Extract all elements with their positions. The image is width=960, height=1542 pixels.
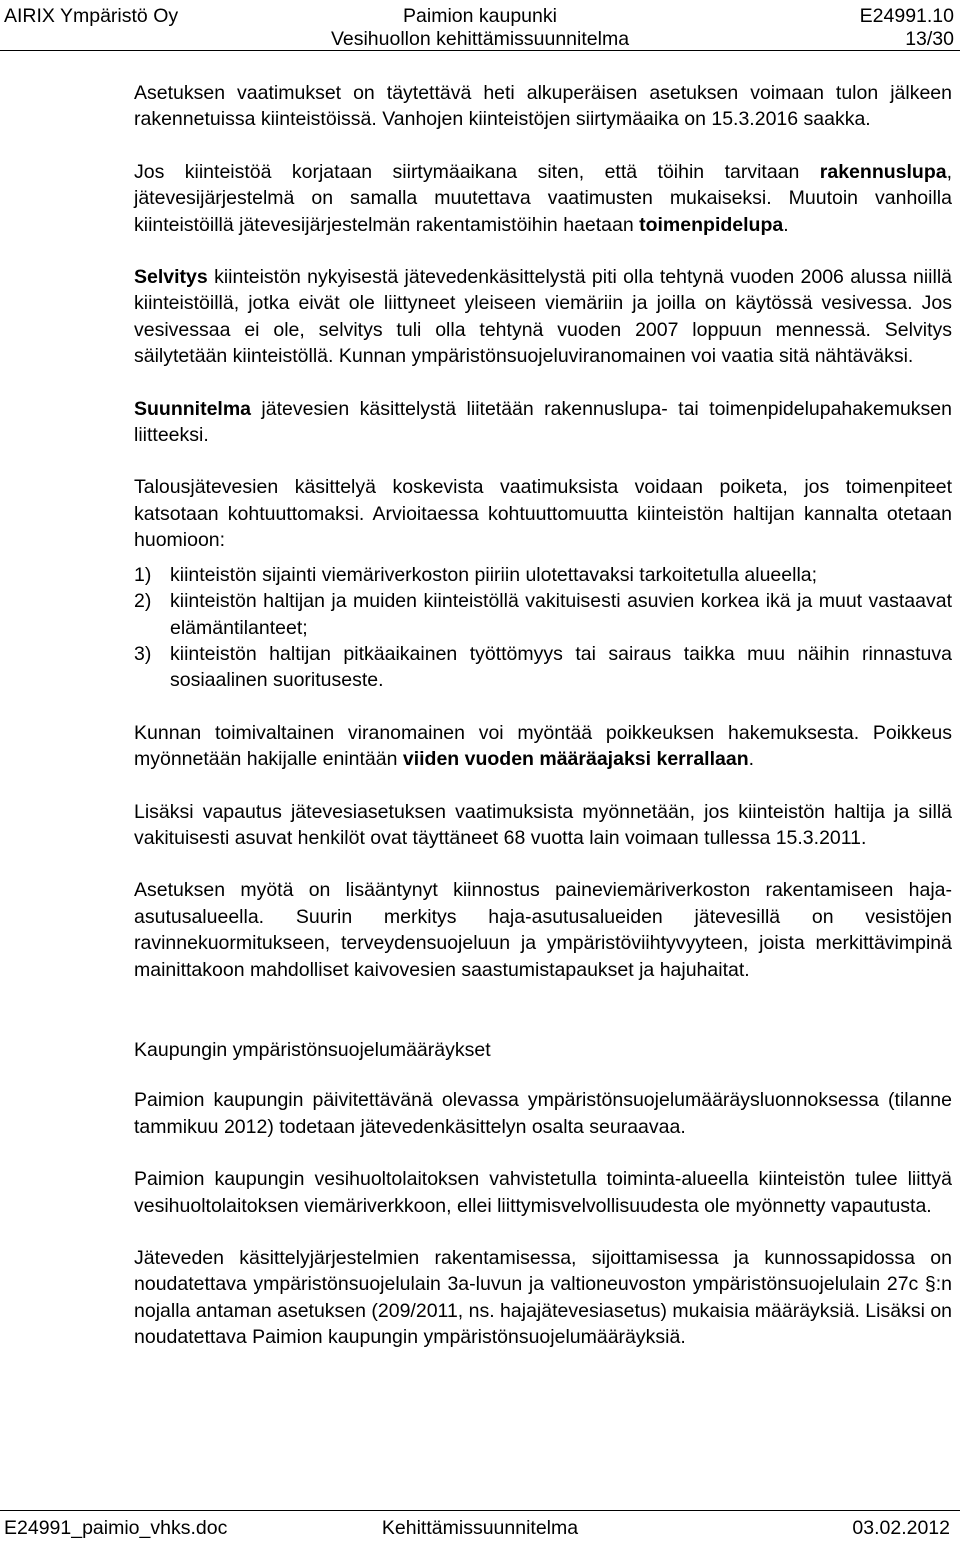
text-segment: kiinteistön nykyisestä jätevedenkäsittelystä piti olla tehtynä vuoden 2006 alussa niillä kiinteistöillä, jotka eivät ole liittyneet yleiseen viemäriin ja joilla on käytössä vesivessa. Jos vesivessaa ei ole, selvitys tuli olla tehtynä vuoden 2007 loppuun mennessä. Selvitys säilytetään kiinteistöllä. Kunnan ympäristönsuojeluviranomainen voi vaatia sitä nähtäväksi.: [134, 266, 952, 368]
paragraph-survey: [134, 264, 952, 370]
text-segment: Jos kiinteistöä korjataan siirtymäaikana siten, että töihin tarvitaan: [134, 160, 820, 183]
list-text: kiinteistön haltijan pitkäaikainen työttömyys tai sairaus taikka muu näihin rinnastuva sosiaalinen suorituseste.: [170, 642, 952, 692]
bold-plan: Suunnitelma: [134, 397, 252, 420]
text-segment: Kunnan toimivaltainen viranomainen voi myöntää poikkeuksen hakemuksesta. Poikkeus myönnetään hakijalle enintään: [134, 721, 952, 771]
paragraph-age-exemption: Lisäksi vapautus jätevesiasetuksen vaatimuksista myönnetään, jos kiinteistön haltija ja sillä vakituisesti asuvat henkilöt ovat täyttäneet 68 vuotta lain voimaan tullessa 15.3.2011.: [134, 800, 952, 849]
list-item: [134, 588, 952, 641]
paragraph-renovation: [134, 159, 952, 238]
paragraph-exemption-intro: Talousjätevesien käsittelyä koskevista vaatimuksista voidaan poiketa, jos toimenpiteet katsotaan kohtuuttomaksi. Arvioitaessa kohtuuttomuutta kiinteistön haltijan kannalta otetaan huomioon:: [134, 476, 952, 552]
text-segment: , jätevesijärjestelmä on samalla muutettava vaatimusten mukaiseksi. Muutoin vanhoilla kiinteistöillä jätevesijärjestelmän rakentamistöihin haetaan: [134, 160, 952, 236]
footer-filename: E24991_paimio_vhks.doc: [4, 1517, 228, 1539]
paragraph-transition: Asetuksen vaatimukset on täytettävä heti alkuperäisen asetuksen voimaan tulon jälkeen rakennetuissa kiinteistöissä. Vanhojen kiinteistöjen siirtymäaika on 15.3.2016 saakka.: [134, 82, 952, 131]
list-number: 1): [134, 563, 152, 586]
page-footer: [0, 1510, 960, 1542]
page-header: [0, 0, 960, 51]
bold-survey: Selvitys: [134, 266, 208, 289]
paragraph-construction-rules: Jäteveden käsittelyjärjestelmien rakentamisessa, sijoittamisessa ja kunnossapidossa on noudatettava ympäristönsuojelulain 3a-luvun ja valtioneuvoston ympäristönsuojelulain 27c §:n nojalla antaman asetuksen (209/2011, ns. hajajätevesiasetus) mukaisia määräyksiä. Lisäksi on noudatettava Paimion kaupungin ympäristönsuojelumääräyksiä.: [134, 1247, 953, 1349]
text-segment: .: [783, 213, 789, 236]
text-segment: .: [748, 748, 755, 771]
document-body: [134, 80, 952, 1377]
bold-five-year-term: viiden vuoden määräajaksi kerrallaan: [402, 748, 749, 771]
bold-action-permit: toimenpidelupa: [639, 213, 784, 236]
list-item: [134, 562, 952, 588]
section-heading: Kaupungin ympäristönsuojelumääräykset: [134, 1038, 491, 1061]
footer-doc-type: Kehittämissuunnitelma: [381, 1517, 579, 1539]
header-client: Paimion kaupunki: [403, 5, 557, 27]
list-number: 2): [134, 590, 152, 613]
header-company: AIRIX Ympäristö Oy: [4, 5, 179, 27]
footer-date: 03.02.2012: [852, 1517, 950, 1539]
list-text: kiinteistön haltijan ja muiden kiinteistöllä vakituisesti asuvien korkea ikä ja muut vastaavat elämäntilanteet;: [170, 590, 952, 639]
paragraph-pressure-sewer: Asetuksen myötä on lisääntynyt kiinnostus paineviemäriverkoston rakentamiseen haja-asutusalueella. Suurin merkitys haja-asutusalueiden jätevesillä on vesistöjen ravinnekuormitukseen, terveydensuojeluun ja ympäristöviihtyvyyteen, joista merkittävimpinä mainittakoon mahdolliset kaivovesien saastumistapaukset ja hajuhaitat.: [134, 879, 952, 981]
paragraph-authority: [134, 720, 952, 773]
exemption-criteria-list: [134, 562, 952, 694]
list-text: kiinteistön sijainti viemäriverkoston piiriin ulotettavaksi tarkoitetulla alueella;: [170, 563, 818, 586]
text-segment: jätevesien käsittelystä liitetään rakennuslupa- tai toimenpidelupahakemuksen liitteeksi.: [134, 397, 952, 447]
bold-building-permit: rakennuslupa: [819, 160, 947, 183]
list-number: 3): [134, 642, 152, 665]
header-project-code: E24991.10: [859, 5, 954, 27]
paragraph-plan: [134, 396, 952, 449]
header-document-title: Vesihuollon kehittämissuunnitelma: [330, 28, 630, 50]
paragraph-draft-regulations: Paimion kaupungin päivitettävänä olevassa ympäristönsuojelumääräysluonnoksessa (tilanne tammikuu 2012) todetaan jätevedenkäsittelyn osalta seuraavaa.: [134, 1089, 952, 1138]
paragraph-connection-duty: Paimion kaupungin vesihuoltolaitoksen vahvistetulla toiminta-alueella kiinteistön tulee liittyä vesihuoltolaitoksen viemäriverkkoon, ellei liittymisvelvollisuudesta ole myönnetty vapautusta.: [134, 1168, 952, 1217]
header-page-number: 13/30: [905, 28, 954, 50]
list-item: [134, 641, 952, 694]
